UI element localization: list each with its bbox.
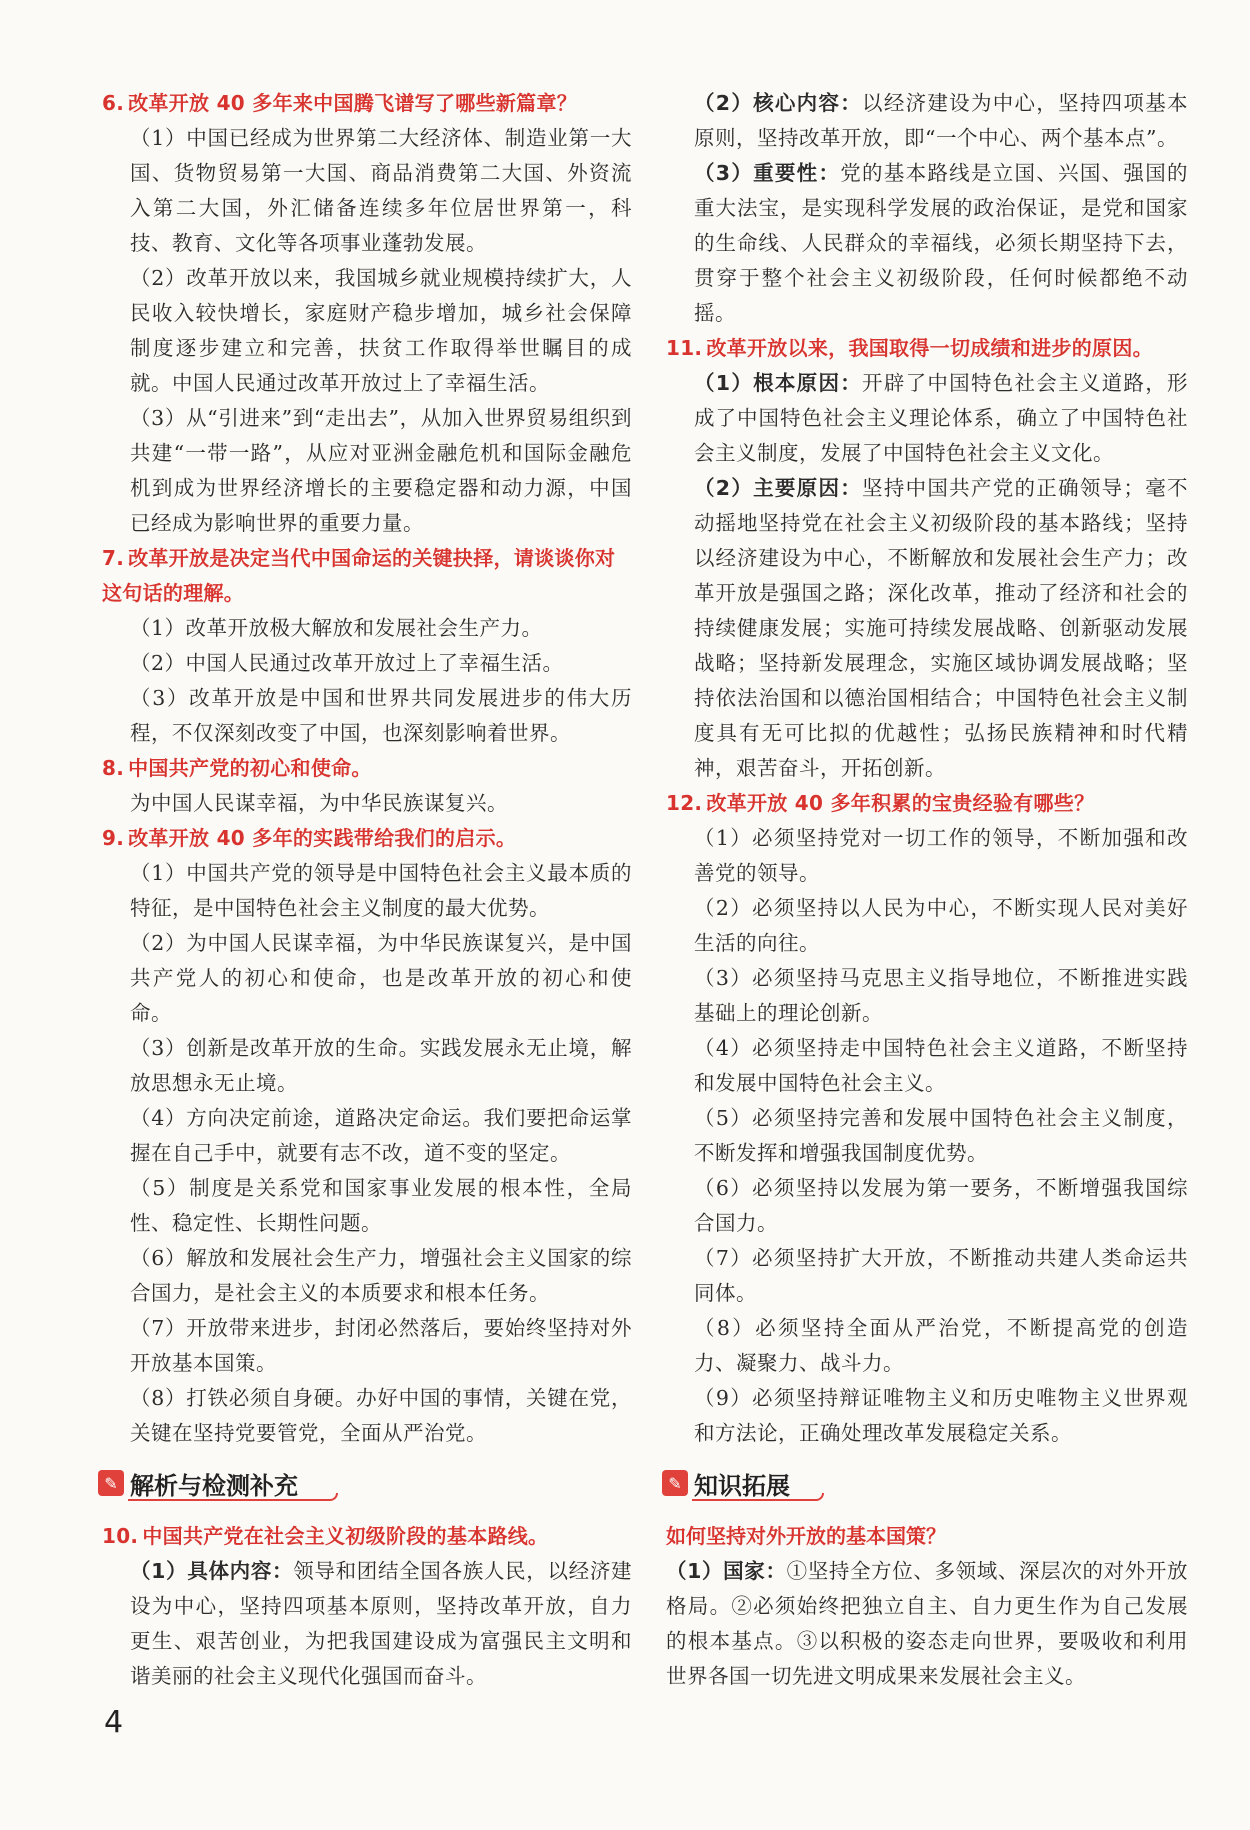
pencil-icon: ✎ xyxy=(662,1470,688,1496)
q12-point-4: （4）必须坚持走中国特色社会主义道路，不断坚持和发展中国特色社会主义。 xyxy=(694,1036,1188,1095)
q9-point-8: （8）打铁必须自身硬。办好中国的事情，关键在党，关键在坚持党要管党，全面从严治党。 xyxy=(130,1386,632,1445)
q7-point-3: （3）改革开放是中国和世界共同发展进步的伟大历程，不仅深刻改变了中国，也深刻影响着世界。 xyxy=(130,686,632,745)
extension-question: 如何坚持对外开放的基本国策？ xyxy=(666,1524,946,1548)
q12-point-9: （9）必须坚持辩证唯物主义和历史唯物主义世界观和方法论，正确处理改革发展稳定关系。 xyxy=(694,1386,1188,1445)
q9-point-1: （1）中国共产党的领导是中国特色社会主义最本质的特征，是中国特色社会主义制度的最大优势。 xyxy=(130,861,632,920)
q10-point-3: （3）重要性：党的基本路线是立国、兴国、强国的重大法宝，是实现科学发展的政治保证，是党和国家的生命线、人民群众的幸福线，必须长期坚持下去，贯穿于整个社会主义初级阶段，任何时候都绝不动摇。 xyxy=(694,161,1188,325)
section-header-extension: ✎ 知识拓展 xyxy=(662,1463,1188,1503)
q12-point-8: （8）必须坚持全面从严治党，不断提高党的创造力、凝聚力、战斗力。 xyxy=(694,1316,1188,1375)
q6-point-3: （3）从“引进来”到“走出去”，从加入世界贸易组织到共建“一带一路”，从应对亚洲金融危机和国际金融危机到成为世界经济增长的主要稳定器和动力源，中国已经成为影响世界的重要力量。 xyxy=(130,406,632,535)
pencil-icon: ✎ xyxy=(98,1470,124,1496)
question-9-title: 9. 改革开放 40 多年的实践带给我们的启示。 xyxy=(102,826,517,850)
q8-answer: 为中国人民谋幸福，为中华民族谋复兴。 xyxy=(130,791,508,815)
question-6-title: 6. 改革开放 40 多年来中国腾飞谱写了哪些新篇章？ xyxy=(102,91,578,115)
question-8-title: 8. 中国共产党的初心和使命。 xyxy=(102,756,372,780)
q10-point-2: （2）核心内容：以经济建设为中心，坚持四项基本原则，坚持改革开放，即“一个中心、两个基本点”。 xyxy=(694,91,1188,150)
q9-point-7: （7）开放带来进步，封闭必然落后，要始终坚持对外开放基本国策。 xyxy=(130,1316,632,1375)
question-12-title: 12. 改革开放 40 多年积累的宝贵经验有哪些？ xyxy=(666,791,1095,815)
q9-point-6: （6）解放和发展社会生产力，增强社会主义国家的综合国力，是社会主义的本质要求和根本任务。 xyxy=(130,1246,632,1305)
section-header-analysis: ✎ 解析与检测补充 xyxy=(98,1463,632,1503)
q12-point-6: （6）必须坚持以发展为第一要务，不断增强我国综合国力。 xyxy=(694,1176,1188,1235)
page-number: 4 xyxy=(104,1705,124,1740)
section-underline xyxy=(692,1493,824,1501)
q7-point-2: （2）中国人民通过改革开放过上了幸福生活。 xyxy=(130,651,564,675)
q12-point-1: （1）必须坚持党对一切工作的领导，不断加强和改善党的领导。 xyxy=(694,826,1188,885)
question-11-title: 11. 改革开放以来，我国取得一切成绩和进步的原因。 xyxy=(666,336,1153,360)
q6-point-2: （2）改革开放以来，我国城乡就业规模持续扩大，人民收入较快增长，家庭财产稳步增加，城乡社会保障制度逐步建立和完善，扶贫工作取得举世瞩目的成就。中国人民通过改革开放过上了幸福生活。 xyxy=(130,266,632,395)
q6-point-1: （1）中国已经成为世界第二大经济体、制造业第一大国、货物贸易第一大国、商品消费第二大国、外资流入第二大国，外汇储备连续多年位居世界第一，科技、教育、文化等各项事业蓬勃发展。 xyxy=(130,126,632,255)
right-column xyxy=(666,86,1188,1694)
q7-point-1: （1）改革开放极大解放和发展社会生产力。 xyxy=(130,616,543,640)
q9-point-2: （2）为中国人民谋幸福，为中华民族谋复兴，是中国共产党人的初心和使命，也是改革开放的初心和使命。 xyxy=(130,931,632,1025)
extension-point-1: （1）国家：①坚持全方位、多领域、深层次的对外开放格局。②必须始终把独立自主、自力更生作为自己发展的根本基点。③以积极的姿态走向世界，要吸收和利用世界各国一切先进文明成果来发展社会主义。 xyxy=(666,1559,1189,1688)
q9-point-4: （4）方向决定前途，道路决定命运。我们要把命运掌握在自己手中，就要有志不改，道不变的坚定。 xyxy=(130,1106,632,1165)
section-underline xyxy=(128,1493,338,1501)
question-7-title: 7. 改革开放是决定当代中国命运的关键抉择，请谈谈你对这句话的理解。 xyxy=(102,546,616,605)
q9-point-5: （5）制度是关系党和国家事业发展的根本性，全局性、稳定性、长期性问题。 xyxy=(130,1176,632,1235)
left-column xyxy=(102,86,632,1694)
q12-point-7: （7）必须坚持扩大开放，不断推动共建人类命运共同体。 xyxy=(694,1246,1188,1305)
q11-point-2: （2）主要原因：坚持中国共产党的正确领导；毫不动摇地坚持党在社会主义初级阶段的基本路线；坚持以经济建设为中心，不断解放和发展社会生产力；改革开放是强国之路；深化改革，推动了经济和社会的持续健康发展；实施可持续发展战略、创新驱动发展战略；坚持新发展理念，实施区域协调发展战略；坚持依法治国和以德治国相结合；中国特色社会主义制度具有无可比拟的优越性；弘扬民族精神和时代精神，艰苦奋斗，开拓创新。 xyxy=(694,476,1188,780)
q11-point-1: （1）根本原因：开辟了中国特色社会主义道路，形成了中国特色社会主义理论体系，确立了中国特色社会主义制度，发展了中国特色社会主义文化。 xyxy=(694,371,1188,465)
q9-point-3: （3）创新是改革开放的生命。实践发展永无止境，解放思想永无止境。 xyxy=(130,1036,632,1095)
q12-point-2: （2）必须坚持以人民为中心，不断实现人民对美好生活的向往。 xyxy=(694,896,1188,955)
q10-point-1: （1）具体内容：领导和团结全国各族人民，以经济建设为中心，坚持四项基本原则，坚持改革开放，自力更生、艰苦创业，为把我国建设成为富强民主文明和谐美丽的社会主义现代化强国而奋斗。 xyxy=(130,1559,633,1688)
q12-point-3: （3）必须坚持马克思主义指导地位，不断推进实践基础上的理论创新。 xyxy=(694,966,1188,1025)
question-10-title: 10. 中国共产党在社会主义初级阶段的基本路线。 xyxy=(102,1524,549,1548)
q12-point-5: （5）必须坚持完善和发展中国特色社会主义制度，不断发挥和增强我国制度优势。 xyxy=(694,1106,1188,1165)
